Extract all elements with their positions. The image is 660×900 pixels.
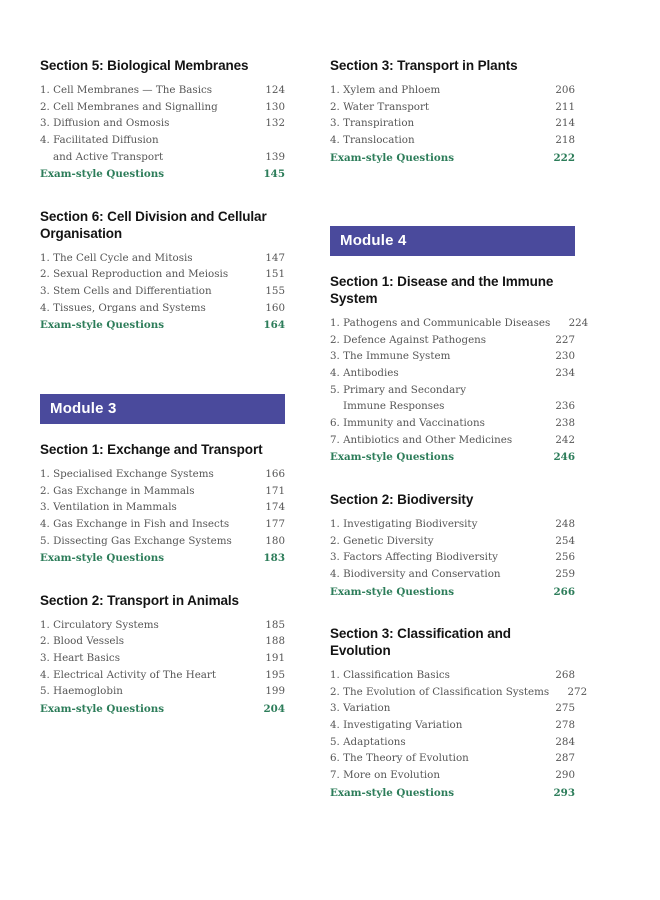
toc-entry[interactable] [330,516,575,533]
toc-entry[interactable] [40,633,285,650]
toc-entry-label: 3. Diffusion and Osmosis [40,117,170,130]
toc-entry[interactable] [40,283,285,300]
toc-entry[interactable] [330,348,575,365]
toc-entry-label: 1. Circulatory Systems [40,618,159,631]
toc-entry-page-number: 254 [555,534,575,547]
toc-entry[interactable] [40,82,285,99]
toc-entry[interactable] [330,700,575,717]
toc-entry-page-number: 139 [265,150,285,163]
toc-section [330,58,575,166]
toc-entry-label: 3. Stem Cells and Differentiation [40,285,212,297]
toc-entry-page-number: 272 [567,685,588,698]
toc-entry-label: 3. Ventilation in Mammals [40,501,177,514]
toc-entry[interactable] [330,684,588,701]
module-banner: Module 4 [330,226,575,256]
toc-entry-list [330,516,575,583]
toc-entry-label: 1. Investigating Biodiversity [330,517,478,530]
toc-section [40,58,285,183]
toc-entry[interactable] [40,99,285,116]
toc-entry[interactable] [40,483,285,500]
toc-entry[interactable] [40,132,285,165]
toc-entry-page-number: 180 [265,534,285,547]
toc-entry-list [330,82,575,149]
toc-entry[interactable] [40,300,285,317]
toc-entry-list [330,315,589,448]
toc-entry[interactable] [330,767,575,784]
toc-entry-page-number: 248 [555,517,575,530]
toc-entry-label: 3. Variation [330,702,391,715]
toc-entry-label: 5. Dissecting Gas Exchange Systems [40,534,232,547]
toc-entry-list [40,466,285,549]
toc-entry[interactable] [40,115,285,132]
toc-entry-page-number: 188 [265,635,285,648]
toc-entry-page-number: 287 [555,752,575,765]
toc-entry[interactable] [330,432,575,449]
toc-entry[interactable] [330,533,575,550]
toc-entry-label: 3. The Immune System [330,350,451,363]
section-title: Section 1: Exchange and Transport [40,442,263,458]
toc-section [330,274,589,466]
section-title: Section 2: Transport in Animals [40,592,239,608]
toc-entry-label: 1. Specialised Exchange Systems [40,467,214,480]
toc-entry-page-number: 199 [265,685,285,698]
exam-style-questions-entry[interactable] [40,316,285,334]
toc-entry[interactable] [330,115,575,132]
toc-entry-label: 4. Biodiversity and Conservation [330,567,501,580]
section-title: Section 3: Transport in Plants [330,58,518,73]
toc-entry-label: 6. Immunity and Vaccinations [330,417,485,430]
toc-entry-page-number: 130 [265,100,285,113]
vertical-spacer [330,192,575,226]
toc-entry-page-number: 174 [265,501,285,514]
toc-entry-label-line2: Immune Responses [343,400,445,413]
exam-style-questions-label: Exam-style Questions [330,585,455,598]
section-title: Section 5: Biological Membranes [40,58,249,73]
toc-entry-page-number: 214 [555,117,575,130]
section-title: Section 3: Classification and Evolution [330,626,511,659]
toc-entry-page-number: 166 [265,467,285,480]
toc-entry[interactable] [40,250,285,267]
toc-entry-label-line2: and Active Transport [53,150,164,163]
toc-entry-label: 3. Heart Basics [40,652,120,665]
toc-entry-label-continued [330,398,575,415]
toc-entry-label: 1. The Cell Cycle and Mitosis [40,251,193,264]
toc-entry-page-number: 155 [265,285,285,297]
toc-entry-page-number: 124 [265,83,285,96]
toc-entry-page-number: 256 [555,551,575,564]
toc-entry-label: 1. Classification Basics [330,669,450,682]
toc-left-column [40,58,285,744]
toc-entry-label: 2. Defence Against Pathogens [330,333,487,346]
toc-entry-label: 2. Blood Vessels [40,635,125,648]
section-title: Section 6: Cell Division and Cellular Organisation [40,208,267,241]
toc-section [40,442,285,567]
toc-section [40,209,285,334]
toc-entry[interactable] [330,734,575,751]
exam-style-questions-label: Exam-style Questions [40,552,165,565]
exam-style-questions-page-number: 204 [263,703,285,716]
toc-entry-page-number: 236 [555,400,575,413]
toc-entry-page-number: 278 [555,719,575,732]
vertical-spacer [40,360,285,394]
exam-style-questions-label: Exam-style Questions [40,319,165,332]
toc-entry-page-number: 211 [555,100,575,113]
toc-entry[interactable] [330,667,575,684]
toc-entry-label: 4. Tissues, Organs and Systems [40,301,206,314]
toc-entry-list [40,617,285,700]
toc-section [330,626,588,801]
toc-entry[interactable] [330,99,575,116]
toc-entry[interactable] [40,499,285,516]
toc-entry-label: 4. Investigating Variation [330,719,463,732]
toc-entry-page-number: 151 [265,268,285,281]
toc-entry-label: 5. Primary and Secondary [330,383,467,396]
exam-style-questions-entry[interactable] [40,549,285,567]
toc-entry-label: 1. Cell Membranes — The Basics [40,83,213,96]
exam-style-questions-page-number: 222 [553,151,575,164]
toc-entry-label: 7. More on Evolution [330,769,440,782]
toc-entry-page-number: 132 [265,117,285,130]
exam-style-questions-page-number: 183 [263,552,285,565]
toc-entry-page-number: 290 [555,769,575,782]
exam-style-questions-entry[interactable] [330,784,575,802]
toc-entry[interactable] [40,683,285,700]
toc-entry-label: 2. The Evolution of Classification Systems [330,685,550,698]
toc-entry[interactable] [330,549,575,566]
section-title: Section 2: Biodiversity [330,492,474,508]
toc-entry[interactable] [330,332,575,349]
toc-entry-label: 4. Electrical Activity of The Heart [40,668,216,681]
toc-entry-label-continued [40,149,285,166]
toc-entry[interactable] [330,566,575,583]
toc-entry-label: 7. Antibiotics and Other Medicines [330,433,513,446]
toc-entry-list [40,250,285,317]
toc-entry-page-number: 230 [555,350,575,363]
toc-entry-label: 2. Gas Exchange in Mammals [40,484,195,497]
module-banner: Module 3 [40,394,285,424]
exam-style-questions-label: Exam-style Questions [40,168,165,181]
exam-style-questions-entry[interactable] [40,165,285,183]
toc-entry-label: 4. Antibodies [330,367,399,379]
exam-style-questions-page-number: 145 [263,168,285,181]
toc-entry[interactable] [40,533,285,550]
toc-entry-page-number: 191 [265,652,285,665]
toc-entry-label: 2. Sexual Reproduction and Meiosis [40,268,229,281]
toc-entry[interactable] [330,750,575,767]
toc-entry-page-number: 284 [555,735,575,748]
toc-entry-label: 5. Adaptations [330,735,406,748]
toc-entry-page-number: 147 [265,251,285,264]
toc-entry[interactable] [40,617,285,634]
toc-entry[interactable] [330,132,575,149]
toc-entry-label: 1. Pathogens and Communicable Diseases [330,316,551,329]
toc-entry[interactable] [40,266,285,283]
toc-entry-page-number: 238 [555,417,575,430]
exam-style-questions-page-number: 293 [553,786,575,799]
toc-entry-page-number: 268 [555,669,575,682]
toc-section [330,492,575,600]
exam-style-questions-label: Exam-style Questions [330,451,455,464]
toc-entry-label: 2. Genetic Diversity [330,534,434,547]
exam-style-questions-page-number: 266 [553,585,575,598]
toc-section [40,593,285,718]
toc-entry-page-number: 160 [265,301,285,314]
toc-entry-page-number: 242 [555,433,575,446]
toc-entry-page-number: 177 [265,517,285,530]
exam-style-questions-label: Exam-style Questions [330,786,455,799]
toc-entry-label: 2. Water Transport [330,100,430,113]
toc-entry-page-number: 171 [265,484,285,497]
toc-entry-label: 1. Xylem and Phloem [330,83,441,96]
toc-entry[interactable] [40,466,285,483]
toc-entry-page-number: 195 [265,668,285,681]
section-title: Section 1: Disease and the Immune System [330,274,554,307]
exam-style-questions-entry[interactable] [330,149,575,167]
toc-entry-page-number: 227 [555,333,575,346]
toc-entry[interactable] [330,415,575,432]
toc-entry-page-number: 185 [265,618,285,631]
toc-entry-label: 3. Transpiration [330,117,415,130]
toc-entry-list [330,667,588,784]
toc-entry-label: 6. The Theory of Evolution [330,752,469,765]
toc-entry-page-number: 234 [555,367,575,379]
toc-entry[interactable] [40,667,285,684]
toc-right-column [330,58,589,827]
toc-entry-page-number: 206 [555,83,575,96]
toc-entry[interactable] [330,382,575,415]
toc-entry-page-number: 275 [555,702,575,715]
toc-entry-label: 2. Cell Membranes and Signalling [40,100,218,113]
toc-entry[interactable] [330,365,575,382]
toc-columns [40,58,620,827]
toc-entry-page-number: 224 [568,316,589,329]
toc-entry[interactable] [40,650,285,667]
toc-entry-label: 4. Translocation [330,133,415,146]
toc-entry[interactable] [330,717,575,734]
exam-style-questions-entry[interactable] [40,700,285,718]
toc-entry[interactable] [330,315,589,332]
toc-entry[interactable] [330,82,575,99]
toc-entry-label: 5. Haemoglobin [40,685,123,698]
toc-entry-label: 3. Factors Affecting Biodiversity [330,551,498,564]
exam-style-questions-page-number: 164 [263,319,285,332]
toc-entry-page-number: 218 [555,133,575,146]
exam-style-questions-label: Exam-style Questions [330,151,455,164]
exam-style-questions-label: Exam-style Questions [40,703,165,716]
exam-style-questions-entry[interactable] [330,448,575,466]
toc-entry-label: 4. Gas Exchange in Fish and Insects [40,517,230,530]
toc-entry[interactable] [40,516,285,533]
toc-entry-page-number: 259 [555,567,575,580]
toc-entry-label: 4. Facilitated Diffusion [40,133,159,146]
toc-entry-list [40,82,285,165]
exam-style-questions-entry[interactable] [330,583,575,601]
exam-style-questions-page-number: 246 [553,451,575,464]
